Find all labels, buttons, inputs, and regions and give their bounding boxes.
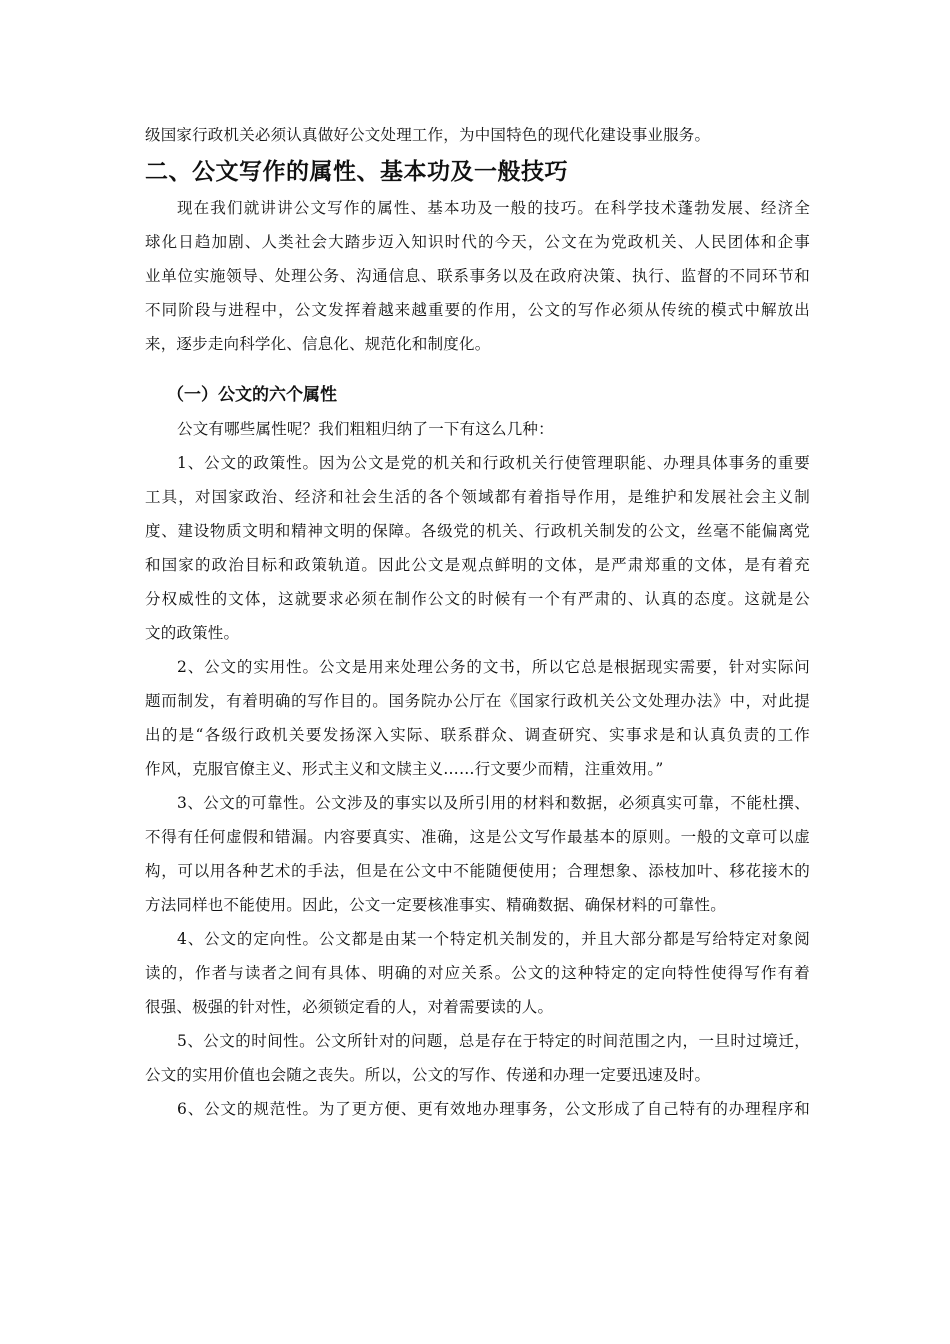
- item-2-paragraph: [145, 650, 810, 786]
- paragraph-line: 读的，作者与读者之间有具体、明确的对应关系。公文的这种特定的定向特性使得写作有着: [145, 964, 810, 982]
- paragraph-line: 工具，对国家政治、经济和社会生活的各个领域都有着指导作用，是维护和发展社会主义制: [145, 488, 810, 506]
- paragraph-line: 2、公文的实用性。公文是用来处理公务的文书，所以它总是根据现实需要，针对实际问: [177, 658, 810, 676]
- paragraph-line: 不同阶段与进程中，公文发挥着越来越重要的作用，公文的写作必须从传统的模式中解放出: [145, 301, 810, 319]
- paragraph-line: 球化日趋加剧、人类社会大踏步迈入知识时代的今天，公文在为党政机关、人民团体和企事: [145, 233, 810, 251]
- paragraph-line: 方法同样也不能使用。因此，公文一定要核准事实、精确数据、确保材料的可靠性。: [145, 896, 726, 914]
- paragraph-line: 构，可以用各种艺术的手法，但是在公文中不能随便使用；合理想象、添枝加叶、移花接木的: [145, 862, 810, 880]
- paragraph-line: 3、公文的可靠性。公文涉及的事实以及所引用的材料和数据，必须真实可靠，不能杜撰、: [177, 794, 810, 812]
- paragraph-line: 文的政策性。: [145, 624, 240, 642]
- paragraph-line: 公文的实用价值也会随之丧失。所以，公文的写作、传递和办理一定要迅速及时。: [145, 1066, 711, 1084]
- paragraph-line: 不得有任何虚假和错漏。内容要真实、准确，这是公文写作最基本的原则。一般的文章可以虚: [145, 828, 810, 846]
- paragraph-line: 出的是“各级行政机关要发扬深入实际、联系群众、调查研究、实事求是和认真负责的工作: [145, 726, 810, 744]
- item-4-paragraph: [145, 922, 810, 1024]
- paragraph-line: 分权威性的文体，这就要求必须在制作公文的时候有一个有严肃的、认真的态度。这就是公: [145, 590, 810, 608]
- paragraph-line: 4、公文的定向性。公文都是由某一个特定机关制发的，并且大部分都是写给特定对象阅: [177, 930, 810, 948]
- paragraph-line: 很强、极强的针对性，必须锁定看的人，对着需要读的人。: [145, 998, 554, 1016]
- document-page: [145, 118, 810, 1126]
- item-3-paragraph: [145, 786, 810, 922]
- paragraph-line: 度、建设物质文明和精神文明的保障。各级党的机关、行政机关制发的公文，丝毫不能偏离党: [145, 522, 810, 540]
- paragraph-line: 和国家的政治目标和政策轨道。因此公文是观点鲜明的文体，是严肃郑重的文体，是有着充: [145, 556, 810, 574]
- paragraph-line: 作风，克服官僚主义、形式主义和文牍主义……行文要少而精，注重效用。”: [145, 760, 664, 778]
- item-6-paragraph: [145, 1092, 810, 1126]
- paragraph-line: 现在我们就讲讲公文写作的属性、基本功及一般的技巧。在科学技术蓬勃发展、经济全: [177, 199, 810, 217]
- section-intro-paragraph: [145, 191, 810, 361]
- item-1-paragraph: [145, 446, 810, 650]
- paragraph-line: 题而制发，有着明确的写作目的。国务院办公厅在《国家行政机关公文处理办法》中，对此提: [145, 692, 810, 710]
- paragraph-line: 来，逐步走向科学化、信息化、规范化和制度化。: [145, 335, 491, 353]
- item-5-paragraph: [145, 1024, 810, 1092]
- paragraph-line: 5、公文的时间性。公文所针对的问题，总是存在于特定的时间范围之内，一旦时过境迁，: [177, 1032, 810, 1050]
- paragraph-line: 1、公文的政策性。因为公文是党的机关和行政机关行使管理职能、办理具体事务的重要: [177, 454, 810, 472]
- paragraph-line: 业单位实施领导、处理公务、沟通信息、联系事务以及在政府决策、执行、监督的不同环节和: [145, 267, 810, 285]
- intro-tail-line: 级国家行政机关必须认真做好公文处理工作，为中国特色的现代化建设事业服务。: [145, 126, 711, 144]
- section-heading: 二、公文写作的属性、基本功及一般技巧: [145, 159, 568, 185]
- subsection-intro-line: 公文有哪些属性呢？我们粗粗归纳了一下有这么几种：: [177, 420, 554, 438]
- paragraph-line: 6、公文的规范性。为了更方便、更有效地办理事务，公文形成了自己特有的办理程序和: [177, 1100, 810, 1118]
- subsection-heading: （一）公文的六个属性: [167, 385, 337, 405]
